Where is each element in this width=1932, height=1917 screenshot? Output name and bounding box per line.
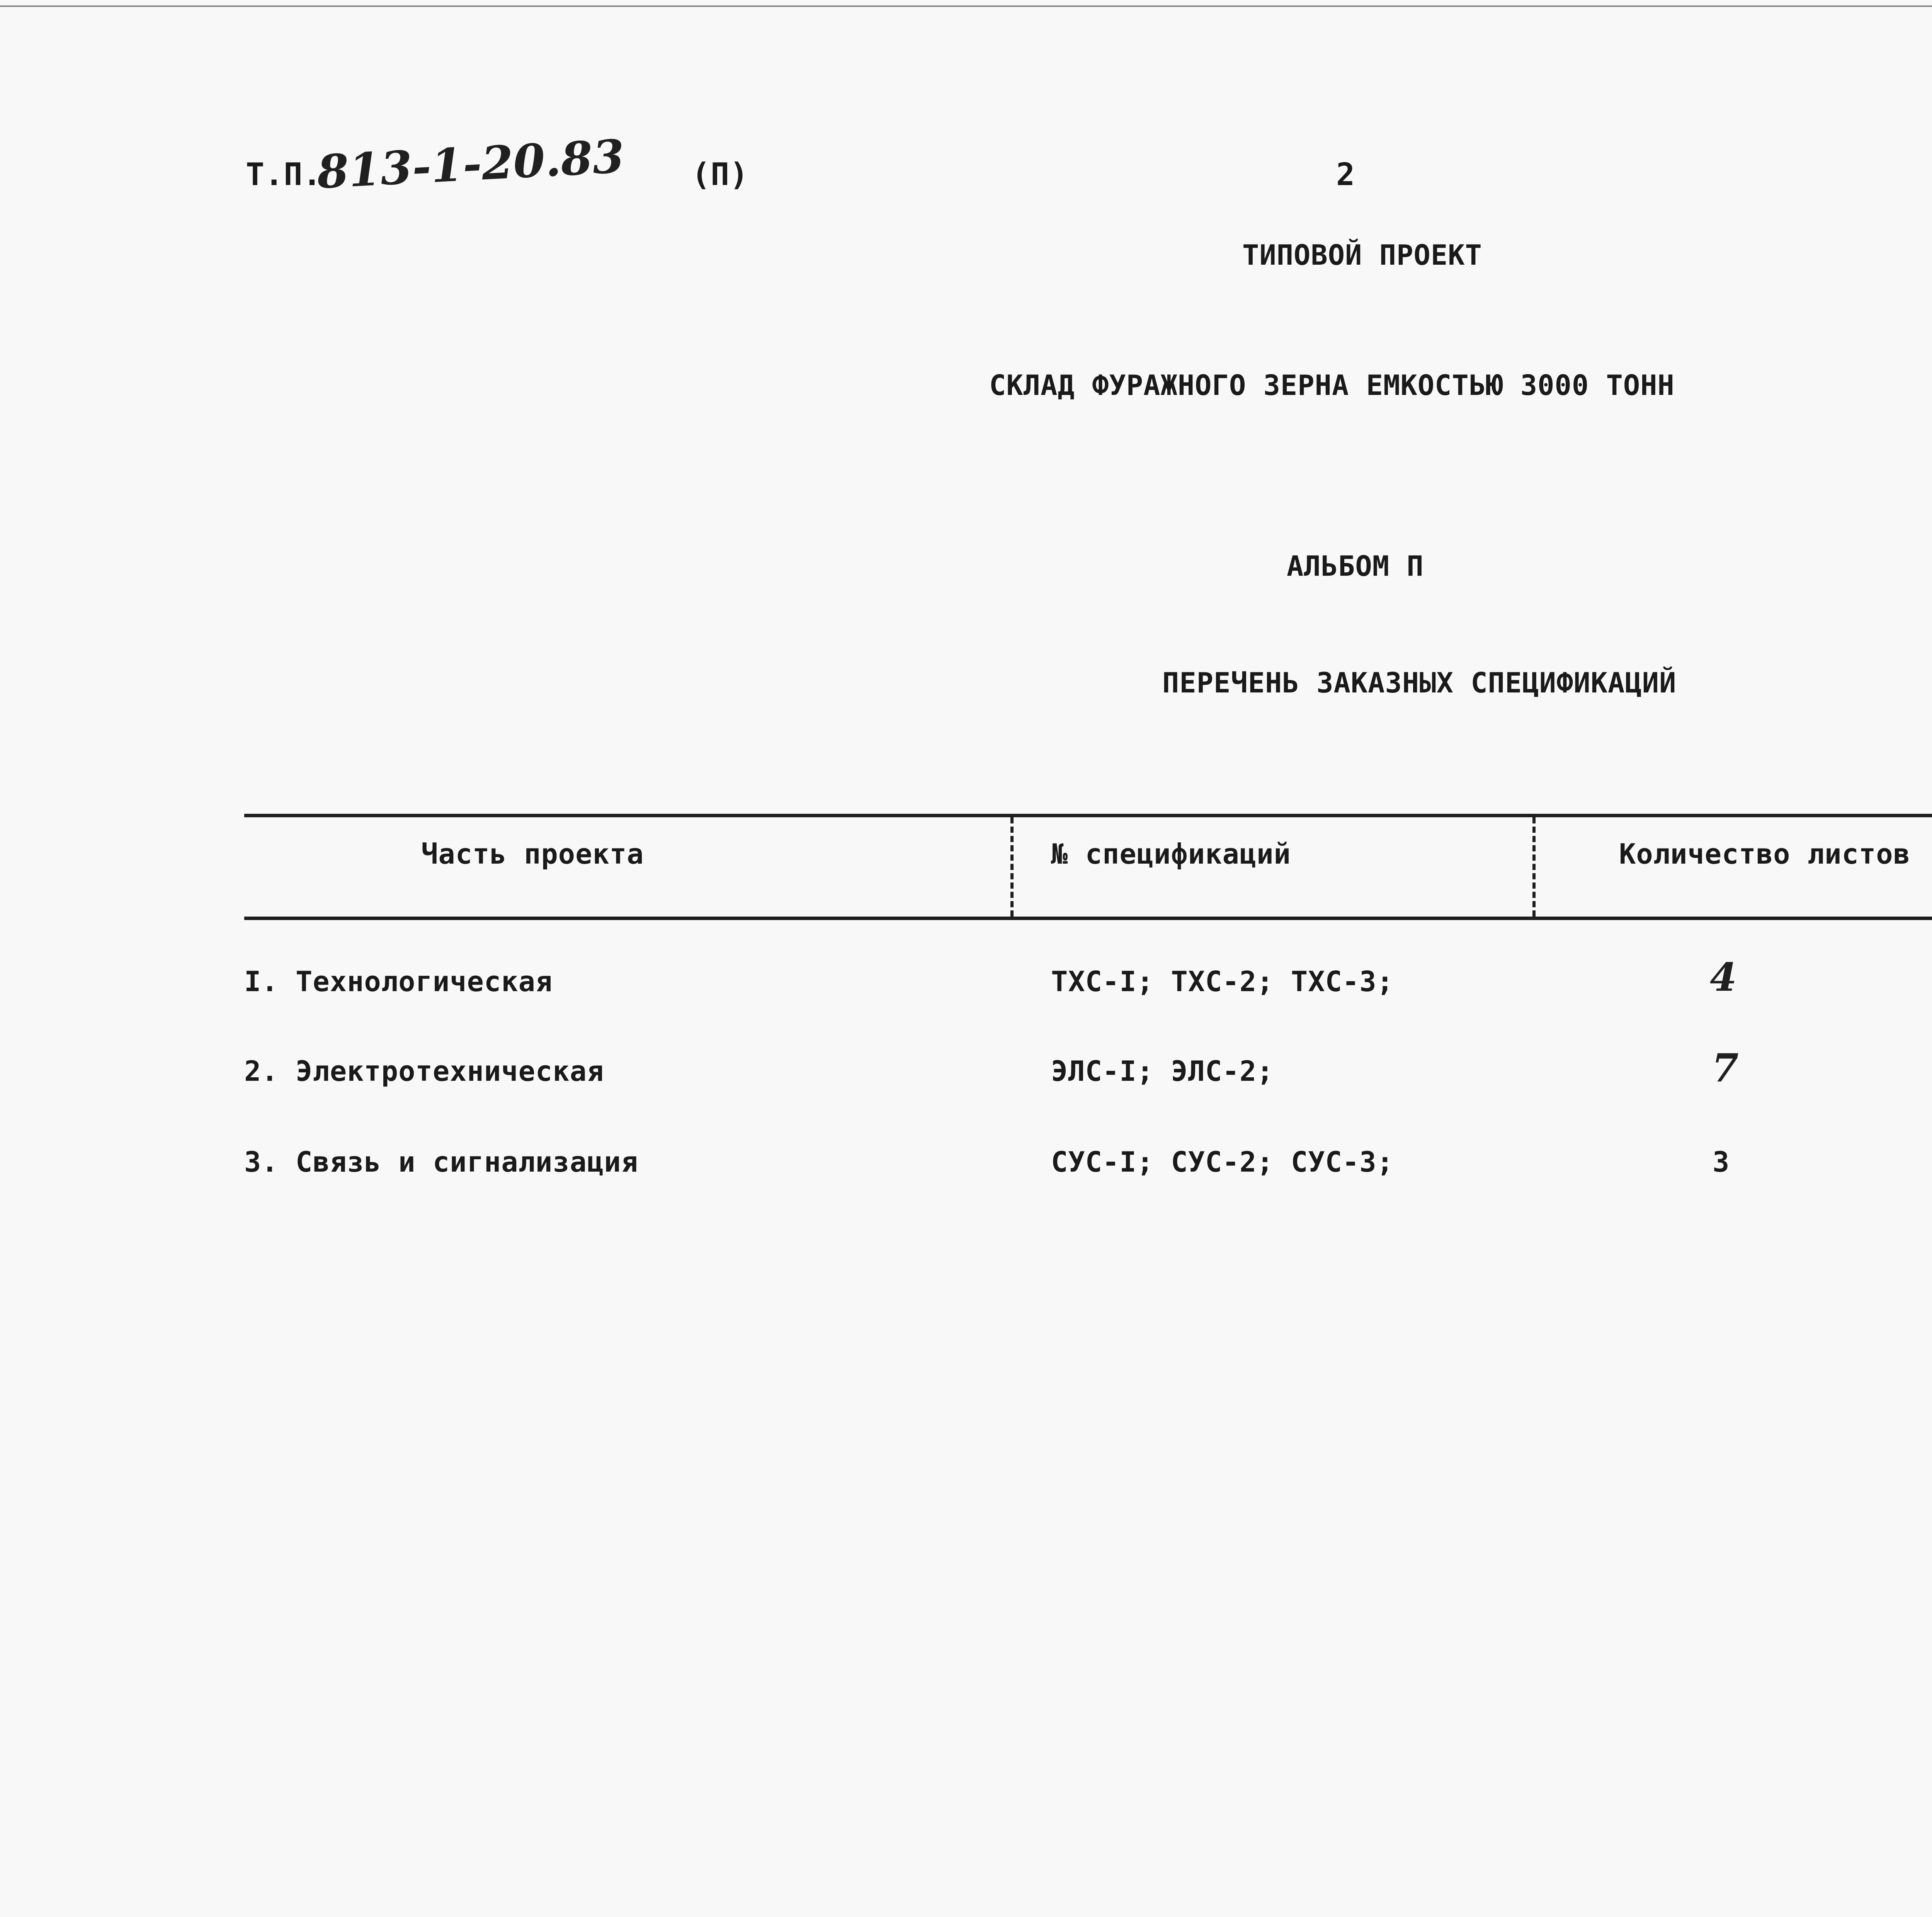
doc-type-title: ТИПОВОЙ ПРОЕКТ	[1242, 239, 1482, 271]
album-title: АЛЬБОМ П	[1287, 550, 1424, 582]
list-title: ПЕРЕЧЕНЬ ЗАКАЗНЫХ СПЕЦИФИКАЦИЙ	[1162, 667, 1677, 699]
table-row-specs: ЭЛС-I; ЭЛС-2;	[1051, 1055, 1274, 1087]
table-top-rule	[244, 814, 1932, 817]
table-row-sheets: 3	[1713, 1146, 1730, 1178]
column-header-part: Часть проекта	[421, 838, 644, 870]
table-row-specs: СУС-I; СУС-2; СУС-3;	[1051, 1146, 1394, 1178]
column-header-sheets: Количество листов	[1619, 838, 1910, 870]
project-title: СКЛАД ФУРАЖНОГО ЗЕРНА ЕМКОСТЬЮ 3000 ТОНН	[989, 369, 1675, 401]
table-row-sheets: 7	[1712, 1045, 1739, 1091]
table-header-rule	[244, 917, 1932, 920]
table-row-part: 2. Электротехническая	[244, 1055, 604, 1087]
page-number: 2	[1336, 156, 1355, 192]
table-row-sheets: 4	[1710, 954, 1737, 1000]
column-divider	[1010, 817, 1014, 917]
column-divider	[1532, 817, 1536, 917]
scan-top-edge	[0, 5, 1932, 7]
tp-number: 813-1-20.83	[315, 129, 626, 199]
column-header-specs: № спецификаций	[1051, 838, 1291, 870]
table-row-part: 3. Связь и сигнализация	[244, 1146, 638, 1178]
table-row-specs: ТХС-I; ТХС-2; ТХС-3;	[1051, 965, 1394, 998]
album-code: (П)	[692, 156, 749, 192]
table-row-part: I. Технологическая	[244, 965, 553, 998]
tp-prefix: Т.П.	[246, 156, 322, 192]
